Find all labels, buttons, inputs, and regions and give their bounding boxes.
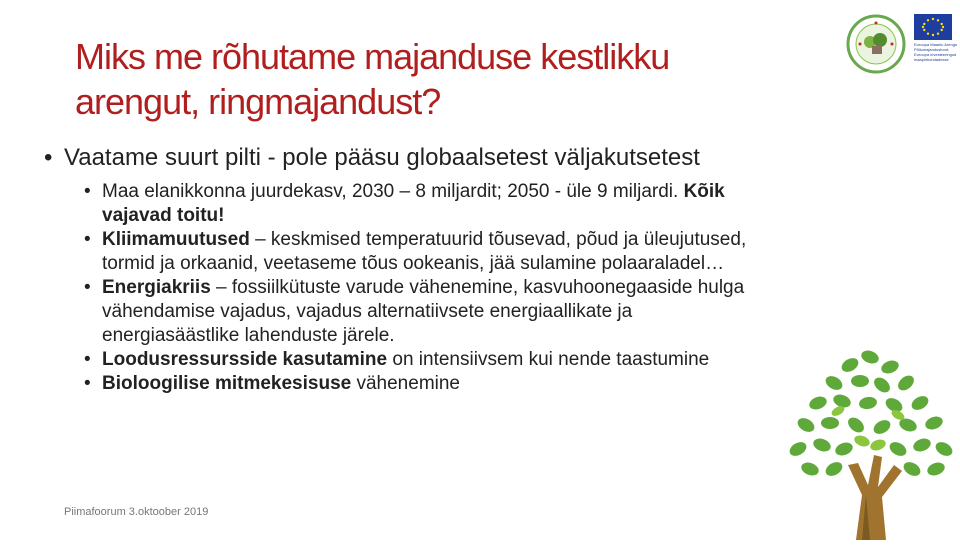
sub-bullet-line (102, 300, 864, 324)
sub-bullet-line (102, 252, 864, 276)
bullet-marker: • (44, 144, 53, 171)
sub-bullet-item (84, 228, 864, 276)
bullet-marker: • (84, 229, 91, 250)
bullet-marker: • (84, 349, 91, 370)
sub-bullet-list (84, 180, 864, 396)
emphasis-text: Bioloogilise mitmekesisuse (102, 373, 352, 394)
bullet-marker: • (84, 277, 91, 298)
eu-flag-icon (914, 14, 952, 40)
emphasis-text: Kõik (683, 181, 725, 202)
body-text: energiasäästlike lahenduste järele. (102, 325, 395, 346)
sub-bullet-line (102, 204, 864, 228)
seal-logo-icon (846, 14, 906, 74)
eu-logo-text: Euroopa Maaelu Arengu Põllumajandusfond: Euroopa investeeringud maapiirkondadesse (914, 42, 958, 62)
sub-bullet-line (102, 180, 864, 204)
bullet-marker: • (84, 181, 91, 202)
body-text: – keskmised temperatuurid tõusevad, põud ja üleujutused, (249, 229, 747, 250)
sub-bullet-line (102, 372, 864, 396)
footer-text: Piimafoorum 3.oktoober 2019 (64, 506, 209, 518)
body-text: vähendamise vajadus, vajadus alternatiivsete energiaallikate ja (102, 301, 633, 322)
emphasis-text: Loodusressursside kasutamine (102, 349, 388, 370)
body-text: on intensiivsem kui nende taastumine (387, 349, 710, 370)
sub-bullet-line (102, 276, 864, 300)
body-text: Maa elanikkonna juurdekasv, 2030 – 8 miljardit; 2050 - üle 9 miljardi. (102, 181, 684, 202)
tree-illustration-icon (778, 345, 960, 540)
sub-bullet-line (102, 348, 864, 372)
emphasis-text: Energiakriis (102, 277, 211, 298)
sub-bullet-item (84, 180, 864, 228)
emphasis-text: vajavad toitu! (102, 205, 225, 226)
bullet-marker: • (84, 373, 91, 394)
sub-bullet-item (84, 348, 864, 372)
sub-bullet-line (102, 324, 864, 348)
main-bullet-text: Vaatame suurt pilti - pole pääsu globaalsetest väljakutsetest (64, 144, 700, 171)
body-text: tormid ja orkaanid, veetaseme tõus ookeanis, jää sulamine polaaraladel… (102, 253, 725, 274)
sub-bullet-line (102, 228, 864, 252)
emphasis-text: Kliimamuutused (102, 229, 250, 250)
body-text: vähenemine (351, 373, 460, 394)
title-line-2: arengut, ringmajandust? (75, 81, 441, 122)
body-text: – fossiilkütuste varude vähenemine, kasvuhoonegaaside hulga (210, 277, 745, 298)
slide-title (75, 34, 795, 124)
sub-bullet-item (84, 276, 864, 348)
title-line-1: Miks me rõhutame majanduse kestlikku (75, 36, 670, 77)
sub-bullet-item (84, 372, 864, 396)
eu-logo (914, 14, 956, 64)
